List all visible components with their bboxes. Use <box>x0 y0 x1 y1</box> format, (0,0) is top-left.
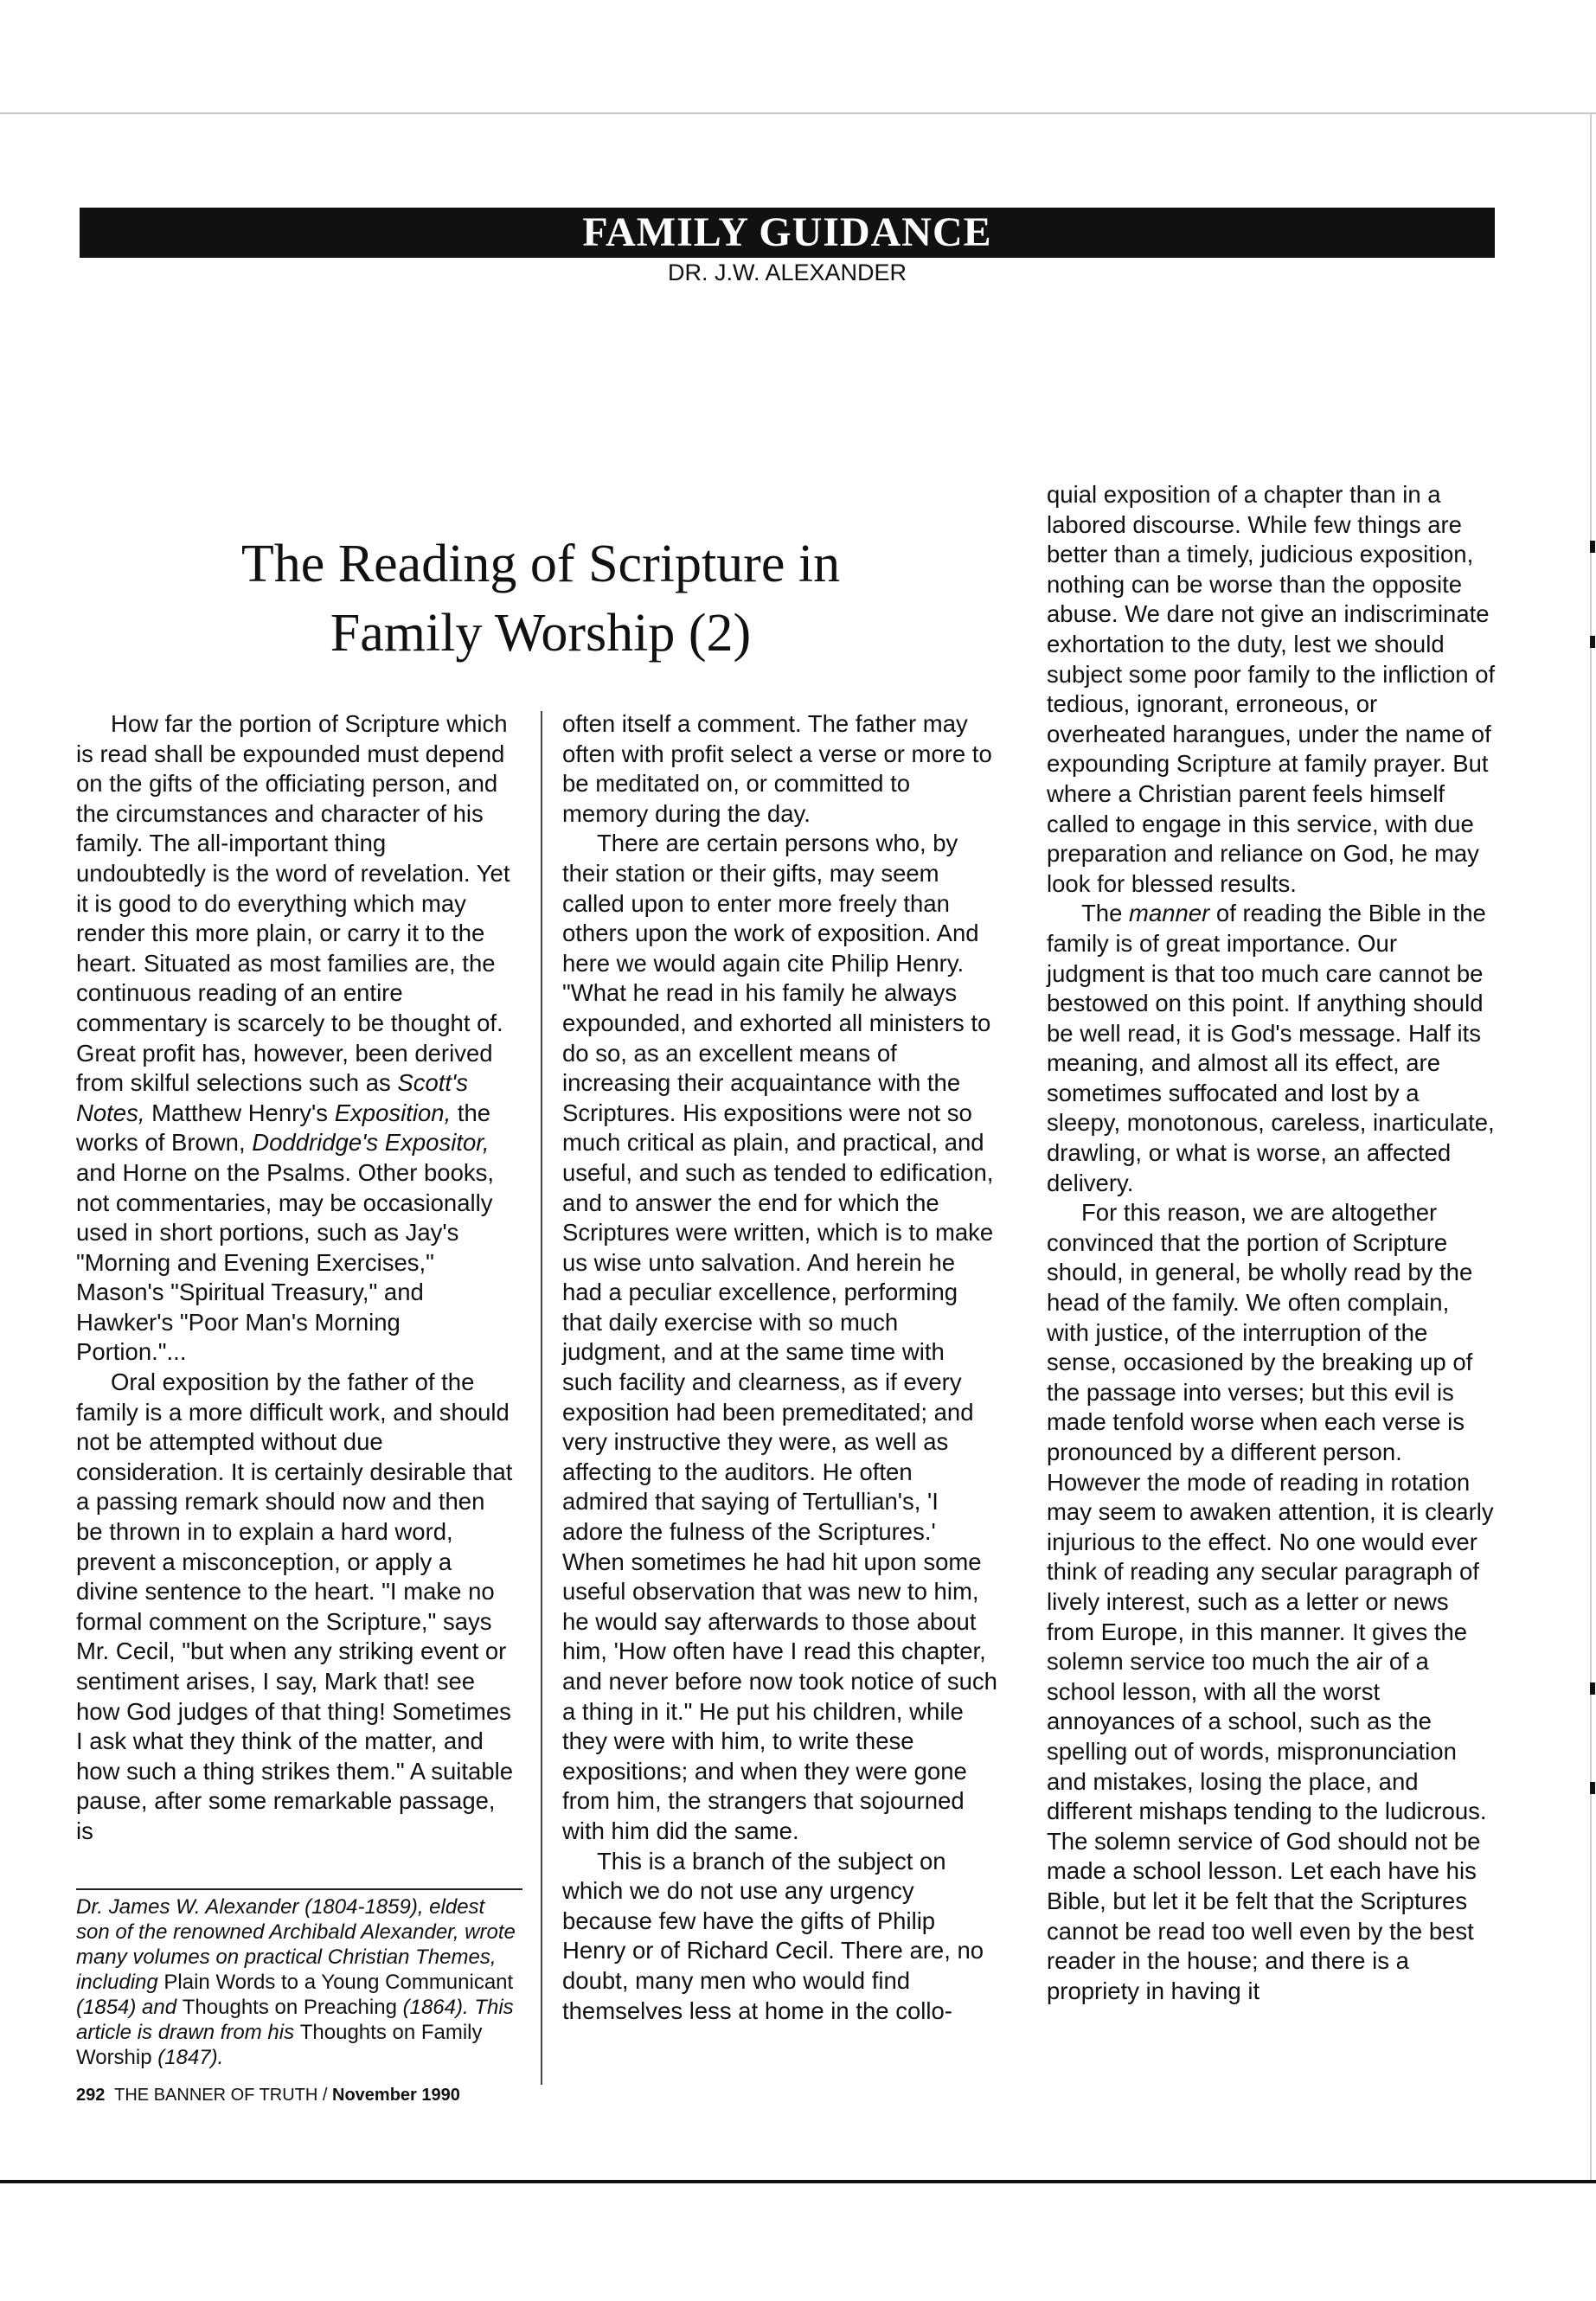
book-title: Thoughts on Family Worship <box>76 2021 483 2069</box>
paragraph <box>76 709 516 1368</box>
paragraph: often itself a comment. The father may often with profit select a verse or more to be meditated on, or committed to memory during the day. <box>562 710 992 827</box>
author-bio-note <box>76 1894 522 2070</box>
text-run: the works of Brown, <box>76 1099 491 1157</box>
text-run-italic: Exposition, <box>334 1099 452 1126</box>
article-title-line-2: Family Worship (2) <box>330 604 752 663</box>
page-top-rule <box>0 112 1596 114</box>
text-run-italic: Doddridge's Expositor, <box>252 1129 490 1157</box>
article-title-line-1: The Reading of Scripture in <box>240 535 841 593</box>
column-divider <box>541 711 542 2085</box>
text-run: and Horne on the Psalms. Other books, not commentaries, may be occasionally used in short portions, such as Jay's "Morning and Evening Exercises," Mason's "Spiritual Treasury," and Hawker's "Poor Man's Morning Portion."... <box>76 1158 495 1366</box>
text-run-italic: manner <box>1129 900 1210 927</box>
paragraph: There are certain persons who, by their station or their gifts, may seem called upon to enter more freely than others upon the work of exposition. And here we would again cite Philip Henry. "What he read in his family he always expounded, and exhorted all ministers to do so, as an excellent means of increasing their acquaintance with the Scriptures. His expositions were not so much critical as plain, and practical, and useful, and such as tended to edification, and to answer the end for which the Scriptures were written, which is to make us wise unto salvation. And herein he had a peculiar excellence, performing that daily exercise with so much judgment, and at the same time with such facility and clearness, as if every exposition had been premeditated; and very instructive they were, as well as affecting to the auditors. He often admired that saying of Tertullian's, 'I adore the fulness of the Scriptures.' When sometimes he had hit upon some useful observation that was new to him, he would say afterwards to those about him, 'How often have I read this chapter, and never before now took notice of such a thing in it." He put his children, while they were with him, to write these expositions; and when they were gone from him, the strangers that sojourned with him did the same. <box>562 830 997 1844</box>
text-column-1 <box>76 709 516 1847</box>
text-run: (1854) and <box>76 1996 183 2019</box>
issue-date: November 1990 <box>332 2086 460 2105</box>
paragraph: For this reason, we are altogether convinced that the portion of Scripture should, in general, be wholly read by the head of the family. We often complain, with justice, of the interruption of the sense, occasioned by the breaking up of the passage into verses; but this evil is made tenfold worse when each verse is pronounced by a different person. However the mode of reading in rotation may seem to awaken attention, it is clearly injurious to the effect. No one would ever think of reading any secular paragraph of lively interest, such as a letter or news from Europe, in this manner. It gives the solemn service too much the air of a school lesson, with all the worst annoyances of a school, such as the spelling out of words, mispronunciation and mistakes, losing the place, and different mishaps tending to the ludicrous. The solemn service of God should not be made a school lesson. Let each have his Bible, but let it be felt that the Scriptures cannot be read too well even by the best reader in the house; and there is a propriety in having it <box>1047 1199 1494 2004</box>
text-run: Dr. James W. Alexander (1804-1859), eldest son of the renowned Archibald Alexander, wrote many volumes on practical Christian Themes, including <box>76 1895 516 1994</box>
edge-mark <box>1590 1682 1595 1695</box>
text-run: Matthew Henry's <box>144 1099 335 1126</box>
text-column-3 <box>1047 480 1497 2006</box>
book-title: Plain Words to a Young Communicant <box>163 1971 514 1994</box>
paragraph <box>1047 899 1497 1198</box>
publication-name: THE BANNER OF TRUTH / <box>114 2086 328 2105</box>
text-run: (1847). <box>151 2046 224 2069</box>
paragraph: This is a branch of the subject on which we do not use any urgency because few have the gifts of Philip Henry or of Richard Cecil. There are, no doubt, many men who would find themselves less at home in the collo- <box>562 1847 984 2024</box>
text-column-2 <box>562 709 999 2026</box>
text-run: The <box>1081 900 1130 927</box>
section-title: FAMILY GUIDANCE <box>582 209 992 255</box>
book-title: Thoughts on Preaching <box>182 1996 397 2019</box>
article-title <box>169 529 913 668</box>
section-banner <box>80 208 1495 258</box>
paragraph: quial exposition of a chapter than in a labored discourse. While few things are better than a timely, judicious exposition, nothing can be worse than the opposite abuse. We dare not give an indiscriminate exhortation to the duty, lest we should subject some poor family to the infliction of tedious, ignorant, erroneous, or overheated harangues, under the name of expounding Scripture at family prayer. But where a Christian parent feels himself called to engage in this service, with due preparation and reliance on God, he may look for blessed results. <box>1047 481 1496 897</box>
bio-rule <box>76 1888 522 1890</box>
edge-mark <box>1590 1782 1595 1794</box>
text-run-italic: Scott's Notes, <box>76 1069 469 1126</box>
text-run: of reading the Bible in the family is of great importance. Our judgment is that too much care cannot be bestowed on this point. If anything should be well read, it is God's message. Half its meaning, and almost all its effect, are sometimes suffocated and lost by a sleepy, monotonous, careless, inarticulate, drawling, or what is worse, an affected delivery. <box>1047 900 1495 1196</box>
page-number: 292 <box>76 2086 106 2105</box>
edge-mark <box>1590 636 1595 648</box>
page-footer <box>76 2086 595 2106</box>
edge-mark <box>1590 541 1595 553</box>
page-bottom-rule <box>0 2180 1596 2183</box>
right-edge-rule <box>1590 114 1592 2180</box>
paragraph: Oral exposition by the father of the family is a more difficult work, and should not be attempted without due consideration. It is certainly desirable that a passing remark should now and then be thrown in to explain a hard word, prevent a misconception, or apply a divine sentence to the heart. "I make no formal comment on the Scripture," says Mr. Cecil, "but when any striking event or sentiment arises, I say, Mark that! see how God judges of that thing! Sometimes I ask what they think of the matter, and how such a thing strikes them." A suitable pause, after some remarkable passage, is <box>76 1368 514 1844</box>
author-byline: DR. J.W. ALEXANDER <box>667 260 907 285</box>
text-run: (1864). This article is drawn from his <box>76 1996 514 2044</box>
text-run: How far the portion of Scripture which is read shall be expounded must depend on the gifts of the officiating person, and the circumstances and character of his family. The all-important thing undoubtedly is the word of revelation. Yet it is good to do everything which may render this more plain, or carry it to the heart. Situated as most families are, the continuous reading of an entire commentary is scarcely to be thought of. Great profit has, however, been derived from skilful selections such as <box>76 710 510 1097</box>
